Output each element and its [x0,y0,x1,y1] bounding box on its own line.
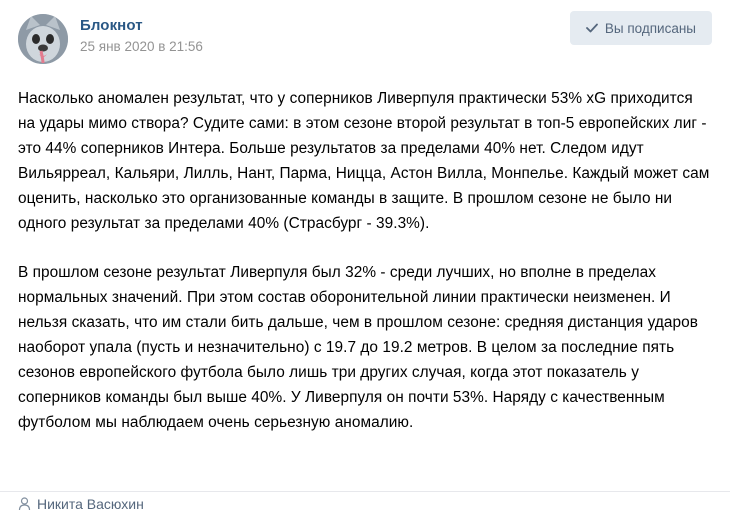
post-text [18,86,712,435]
post-paragraph: Насколько аномален результат, что у соперников Ливерпуля практически 53% xG приходится на удары мимо створа? Судите сами: в этом сезоне второй результат в топ-5 европейских лиг - это 44% соперников Интера. Больше результатов за пределами 40% нет. Следом идут Вильярреал, Кальяри, Лилль, Нант, Парма, Ницца, Астон Вилла, Монпелье. Каждый может сам оценить, насколько это организованные команды в защите. В прошлом сезоне не было ни одного результат за пределами 40% (Страсбург - 39.3%). [18,90,710,232]
post-date[interactable]: 25 янв 2020 в 21:56 [80,39,203,54]
subscribe-label: Вы подписаны [604,20,696,36]
check-icon [586,22,598,34]
subscribe-status-button[interactable] [570,11,712,45]
post-paragraph: В прошлом сезоне результат Ливерпуля был 32% - среди лучших, но вполне в пределах нормальных значений. При этом состав оборонительной линии практически неизменен. И нельзя сказать, что им стали бить дальше, чем в прошлом сезоне: средняя дистанция ударов наоборот упала (пусть и незначительно) с 19.7 до 19.2 метров. В целом за последние пять сезонов европейского футбола было лишь три других случая, когда этот показатель у соперников команды был выше 40%. У Ливерпуля он почти 53%. Наряду с качественным футболом мы наблюдаем очень серьезную аномалию. [18,264,698,431]
avatar[interactable] [18,14,68,64]
post-signature [18,496,144,512]
author-name[interactable]: Блокнот [80,17,143,34]
signature-name[interactable]: Никита Васюхин [37,496,144,512]
avatar-image [18,14,68,64]
person-icon [18,497,31,511]
post-header-text [80,14,203,56]
divider [0,491,730,492]
